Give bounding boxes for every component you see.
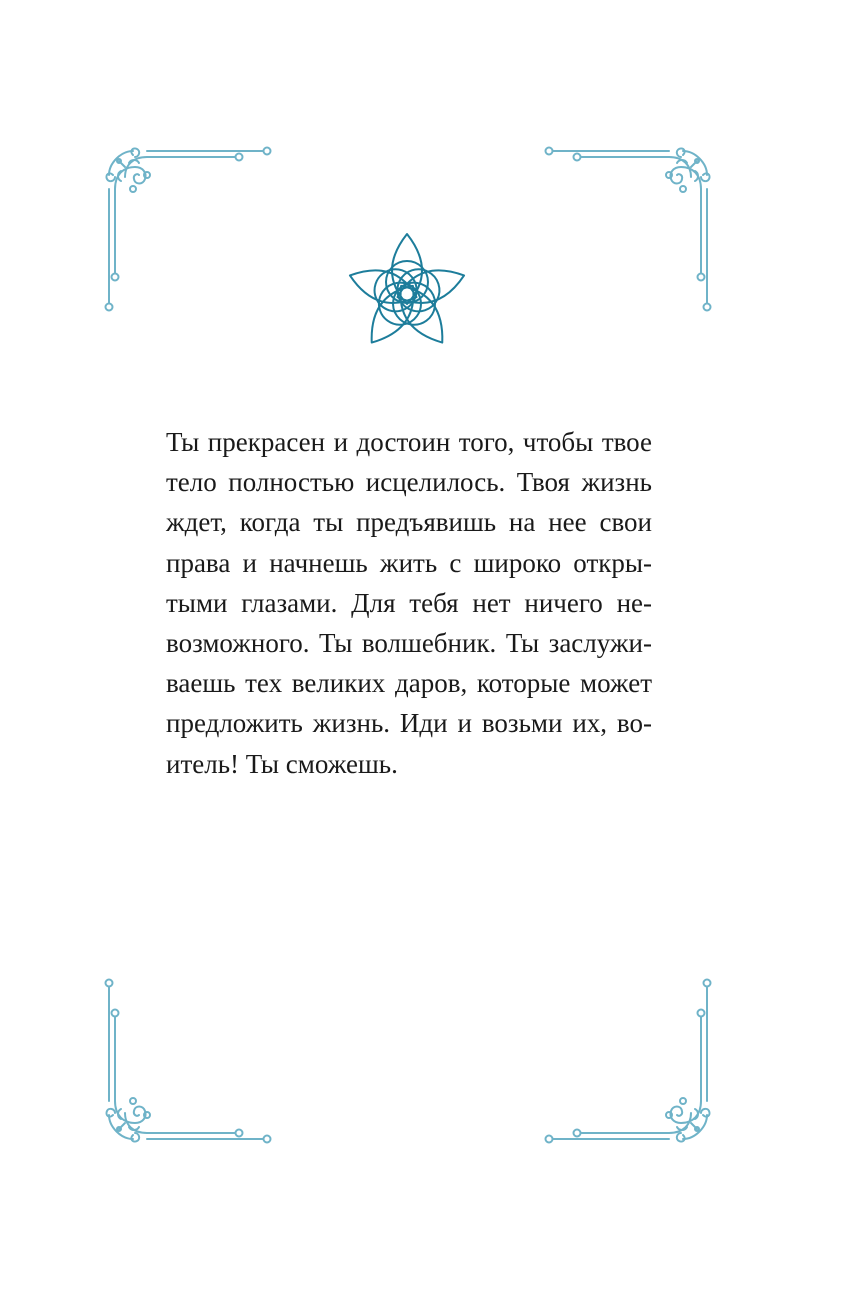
- lotus-emblem-icon: [348, 232, 466, 348]
- text-line: итель! Ты сможешь.: [166, 748, 398, 779]
- text-line: ваешь тех великих даров, которые может: [166, 668, 652, 699]
- text-line: тыми глазами. Для тебя нет ничего не-: [166, 587, 652, 618]
- corner-flourish-icon: [103, 145, 275, 317]
- text-line: Ты прекрасен и достоин того, чтобы твое: [166, 427, 652, 457]
- text-line: предложить жизнь. Иди и возьми их, во-: [166, 708, 652, 739]
- affirmation-paragraph: [166, 422, 652, 784]
- corner-ornament-top-left: [103, 145, 275, 317]
- text-line: тело полностью исцелилось. Твоя жизнь: [166, 467, 652, 498]
- lotus-emblem: [348, 232, 466, 348]
- text-line: ждет, когда ты предъявишь на нее свои: [166, 507, 652, 538]
- corner-ornament-bottom-right: [541, 973, 713, 1145]
- corner-ornament-top-right: [541, 145, 713, 317]
- corner-flourish-icon: [103, 973, 275, 1145]
- text-line: возможного. Ты волшебник. Ты заслужи-: [166, 628, 652, 659]
- text-line: права и начнешь жить с широко откры-: [166, 547, 652, 578]
- corner-flourish-icon: [541, 973, 713, 1145]
- corner-flourish-icon: [541, 145, 713, 317]
- corner-ornament-bottom-left: [103, 973, 275, 1145]
